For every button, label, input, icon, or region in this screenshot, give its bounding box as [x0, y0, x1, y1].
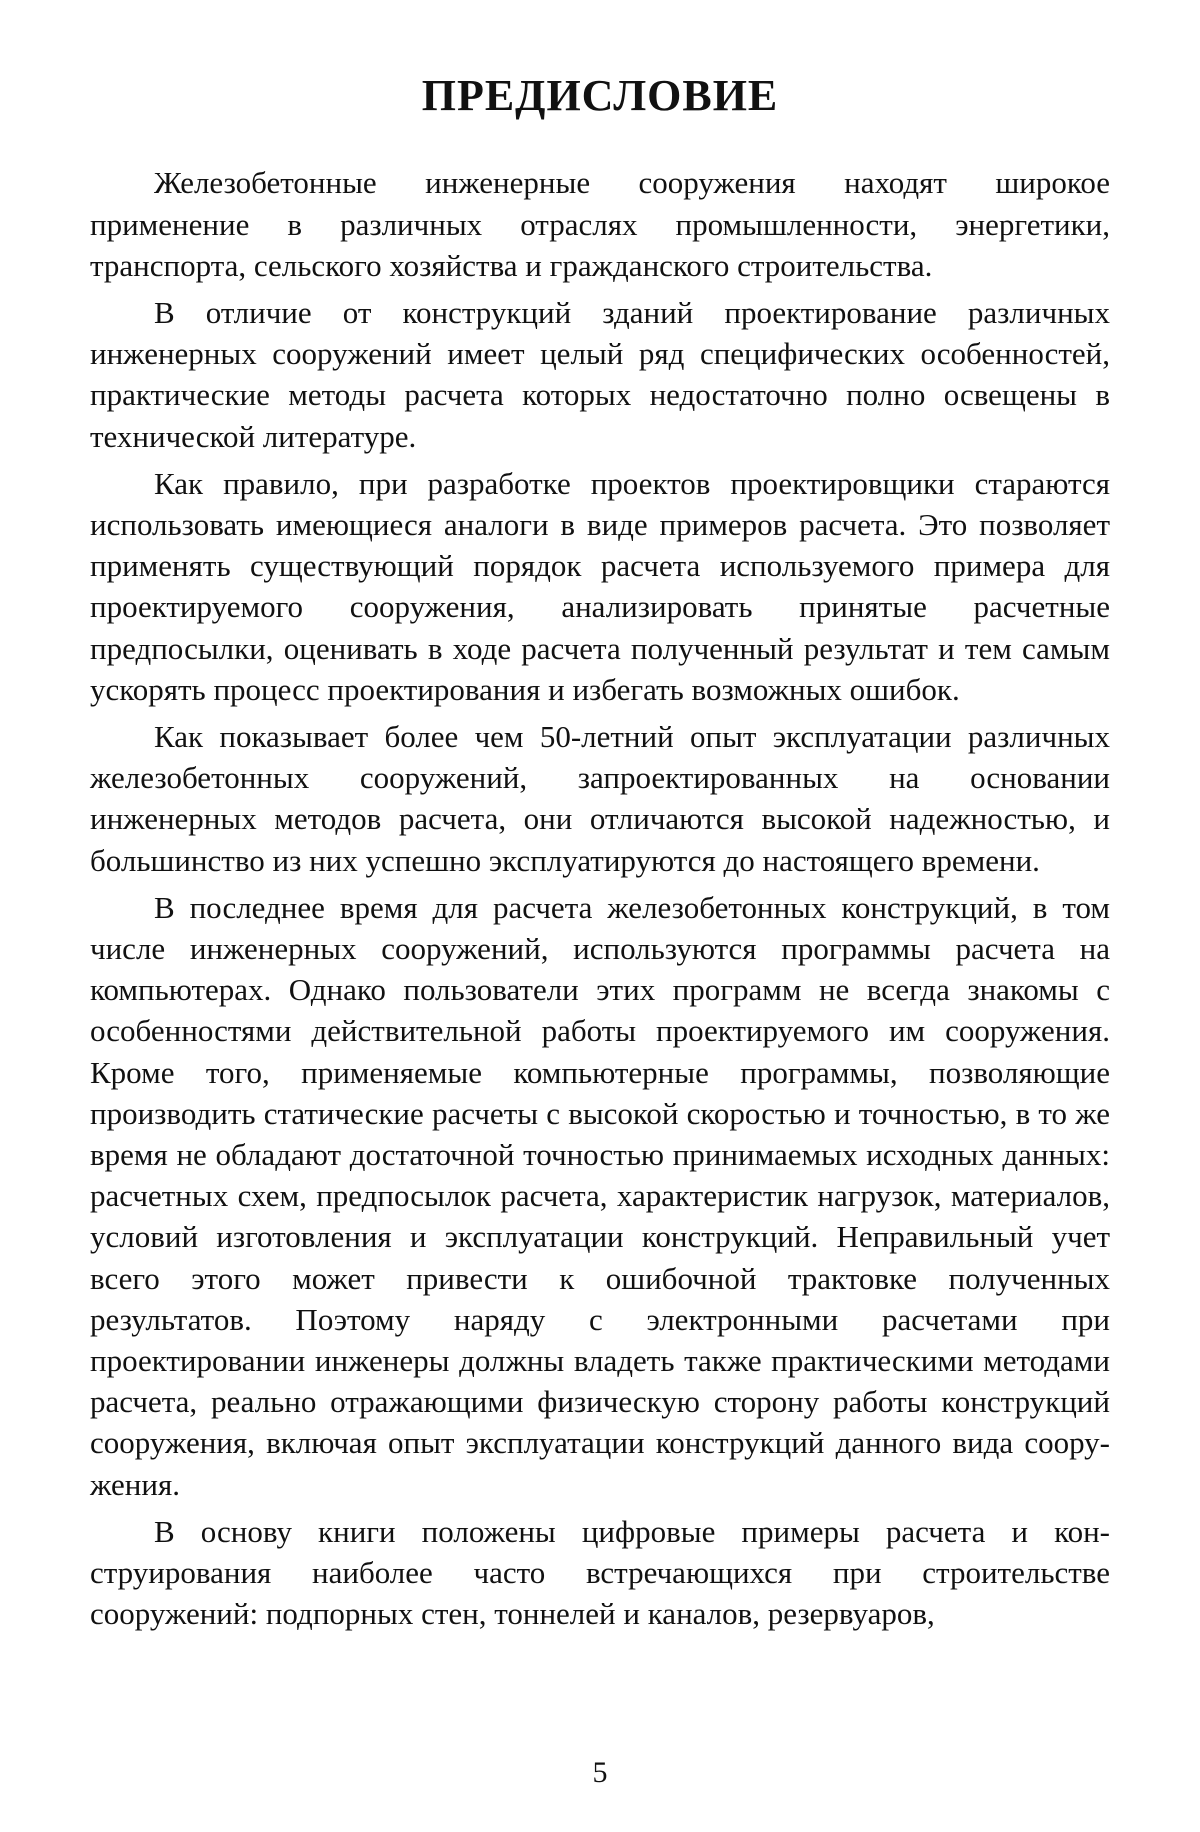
paragraph-4: Как показывает более чем 50-летний опыт эксплуатации различных железобетонных сооружений, запроектированных на основании инженерных методов расчета, они отличаются высокой надежностью, и большинство из них успешно эксплуатируются до настоящего времени.: [90, 719, 1110, 878]
body-text: [90, 162, 1110, 1634]
paragraph-5: В последнее время для расчета железобетонных конструкций, в том числе инженерных сооружений, используются программы расчета на компьютерах. Однако пользователи этих программ не всегда знакомы с особенностями действительной работы проектируемого им сооружения. Кроме того, применяемые компьютерные программы, позволяющие производить статические расчеты с высокой скоростью и точностью, в то же время не обладают достаточной точностью принимаемых исходных данных: расчетных схем, предпосылок расчета, характеристик нагрузок, материалов, условий изготовления и эксплуатации конструкций. Неправильный учет всего этого может привести к ошибочной трактовке полученных результатов. Поэтому наряду с электронными расчетами при проектировании инженеры должны владеть также практическими методами расчета, реально отражающими физическую сторону работы конструкций сооружения, включая опыт эксплуатации конструкций данного вида сооружения.: [90, 889, 1110, 1502]
page-title: ПРЕДИСЛОВИЕ: [421, 71, 779, 120]
paragraph-2: В отличие от конструкций зданий проектирование различных инженерных сооружений имеет целый ряд специфических особенностей, практические методы расчета которых недостаточно полно освещены в технической литературе.: [90, 295, 1110, 454]
paragraph-3: Как правило, при разработке проектов проектировщики стараются использовать имеющиеся аналоги в виде примеров расчета. Это позволяет применять существующий порядок расчета используемого примера для проектируемого сооружения, анализировать принятые расчетные предпосылки, оценивать в ходе расчета полученный результат и тем самым ускорять процесс проектирования и избегать возможных ошибок.: [90, 465, 1110, 707]
paragraph-1: Железобетонные инженерные сооружения находят широкое применение в различных отраслях промышленности, энергетики, транспорта, сельского хозяйства и гражданского строительства.: [90, 165, 1110, 283]
paragraph-6: В основу книги положены цифровые примеры расчета и конструирования наиболее часто встречающихся при строительстве сооружений: подпорных стен, тоннелей и каналов, резервуаров,: [90, 1513, 1110, 1632]
page-number: 5: [592, 1756, 608, 1789]
book-page: [90, 60, 1110, 1790]
